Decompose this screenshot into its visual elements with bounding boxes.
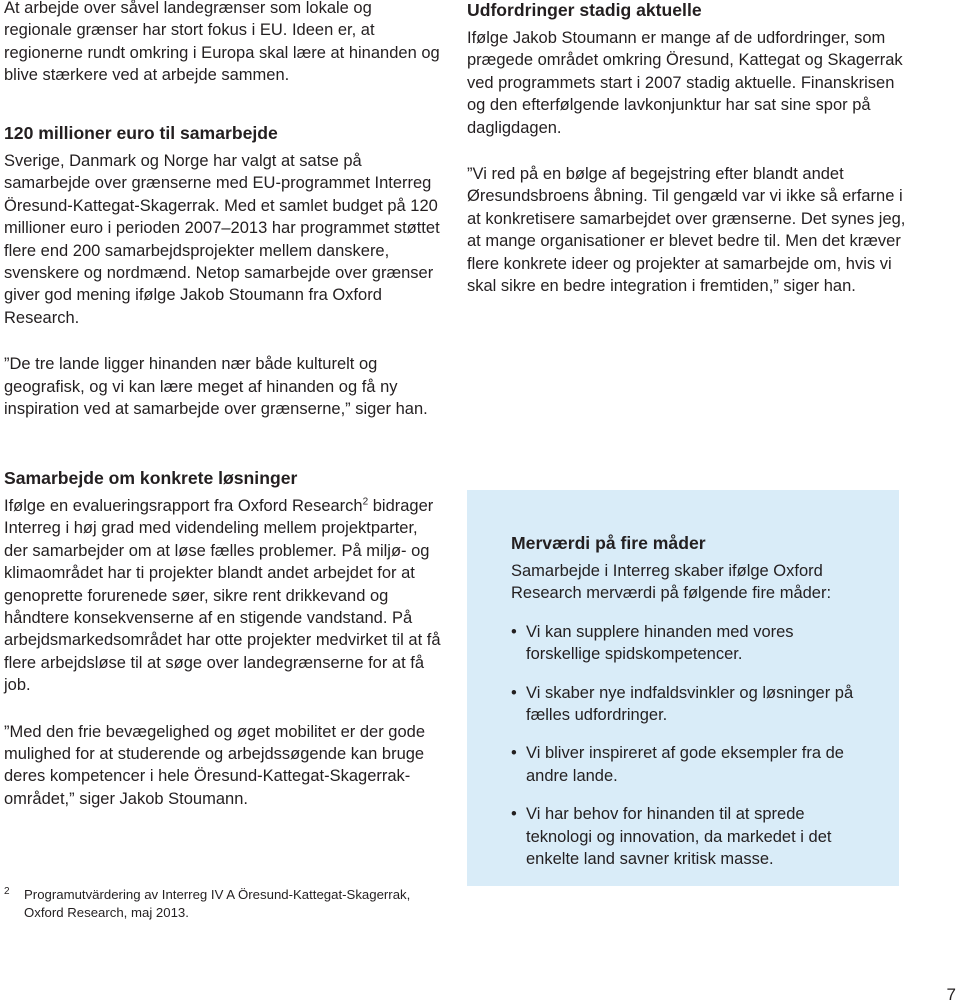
section-budget [4,122,444,420]
list-item: • Vi bliver inspireret af gode eksempler fra de andre lande. [511,744,844,785]
bullet-icon: • [511,744,517,763]
bullet-icon: • [511,683,517,702]
page-number: 7 [946,985,956,1004]
list-item: • Vi skaber nye indfaldsvinkler og løsninger på fælles udfordringer. [511,683,854,725]
left-column [4,0,444,87]
budget-paragraph: Sverige, Danmark og Norge har valgt at satse på samarbejde over grænserne med EU-programmet Interreg Öresund-Kattegat-Skagerrak. Med et samlet budget på 120 millioner euro i perioden 2007–2013 har programmet støttet flere end 200 samarbejdsprojekter mellem danskere, svenskere og nordmænd. Netop samarbejde over grænser giver god mening ifølge Jakob Stoumann fra Oxford Research. [4,152,440,327]
budget-quote: ”De tre lande ligger hinanden nær både kulturelt og geografisk, og vi kan lære meget af hinanden og få ny inspiration ved at samarbejde over grænserne,” siger han. [4,355,428,419]
right-column [467,0,907,297]
challenges-quote: ”Vi red på en bølge af begejstring efter blandt andet Øresundsbroens åbning. Til gengæld var vi ikke så erfarne i at konkretisere samarbejdet over grænserne. Det synes jeg, at mange organisationer er blevet bedre til. Men det kræver flere konkrete ideer og projekter at samarbejde om, hvis vi skal sikre en bedre integration i fremtiden,” siger han. [467,165,906,296]
intro-paragraph: At arbejde over såvel landegrænser som lokale og regionale grænser har stort fokus i EU. Ideen er, at regionerne rundt omkring i Europa skal lære at hinanden og blive stærkere ved at arbejde sammen. [4,0,440,85]
challenges-paragraph: Ifølge Jakob Stoumann er mange af de udfordringer, som prægede området omkring Öresund, Kattegat og Skagerrak ved programmets start i 2007 stadig aktuelle. Finanskrisen og den efterfølgende lavkonjunktur har sat sine spor på dagligdagen. [467,29,903,137]
factbox-heading: Merværdi på fire måder [511,533,706,553]
list-item: • Vi har behov for hinanden til at sprede teknologi og innovation, da markedet i det enkelte land savner kritisk masse. [511,805,832,869]
factbox-list [511,621,861,871]
solutions-paragraph: Ifølge en evalueringsrapport fra Oxford Research$^2$ bidrager Interreg i høj grad med videndeling mellem projektparter, der samarbejder om at løse fælles problemer. På miljø- og klimaområdet har ti projekter blandt andet arbejdet for at genoprette forurenede søer, sikre rent drikkevand og håndtere konsekvenserne af en stigende vandstand. På arbejdsmarkedsområdet har otte projekter medvirket til at få flere arbejdsløse til at søge over landegrænserne for at få job. [4,496,441,695]
footnote-ref[interactable]: 2 [362,496,369,508]
section-heading-solutions: Samarbejde om konkrete løsninger [4,468,298,488]
footnote [4,886,444,921]
bullet-icon: • [511,622,517,641]
list-item: • Vi kan supplere hinanden med vores forskellige spidskompetencer. [511,622,794,664]
bullet-icon: • [511,805,517,824]
section-heading-budget: 120 millioner euro til samarbejde [4,123,278,143]
footnote-text: Programutvärdering av Interreg IV A Öresund-Kattegat-Skagerrak, Oxford Research, maj 2013. [24,887,411,920]
section-solutions [4,467,444,810]
factbox-intro: Samarbejde i Interreg skaber ifølge Oxford Research merværdi på følgende fire måder: [511,562,832,603]
footnote-number: 2 [4,886,10,897]
factbox [467,490,899,886]
solutions-quote: ”Med den frie bevægelighed og øget mobilitet er der gode mulighed for at studerende og arbejdssøgende kan bruge deres kompetencer i hele Öresund-Kattegat-Skagerrak-området,” siger Jakob Stoumann. [4,722,425,808]
section-heading-challenges: Udfordringer stadig aktuelle [467,0,702,20]
